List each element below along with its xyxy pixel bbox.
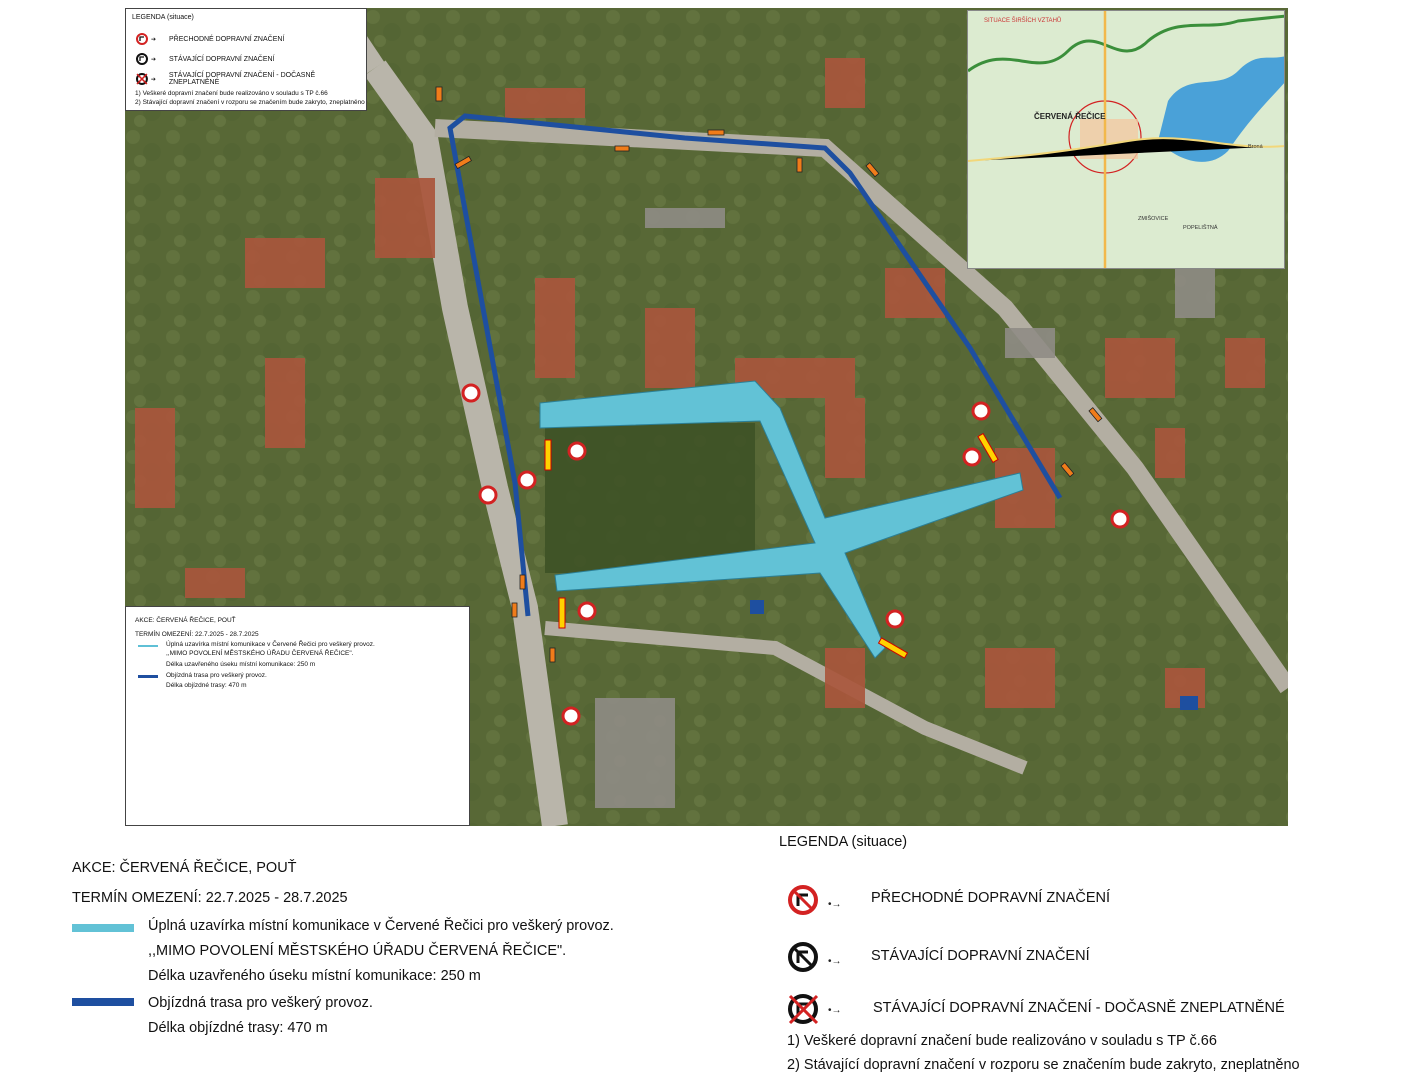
map-termin-label: TERMÍN OMEZENÍ: 22.7.2025 - 28.7.2025: [135, 631, 259, 638]
situace-item-existing: STÁVAJÍCÍ DOPRAVNÍ ZNAČENÍ: [871, 948, 1090, 964]
inset-place-label: ZMIŠOVICE: [1138, 216, 1169, 222]
detour-length: Délka objízdné trasy: 470 m: [148, 1020, 328, 1036]
map-legend-small-item: ➔ STÁVAJÍCÍ DOPRAVNÍ ZNAČENÍ: [136, 53, 275, 65]
map-legend-akce-small: [125, 606, 470, 826]
closure-length: Délka uzavřeného úseku místní komunikace: 250 m: [148, 968, 481, 984]
akce-label: AKCE: ČERVENÁ ŘEČICE, POUŤ: [72, 860, 297, 876]
closure-line2: ,,MIMO POVOLENÍ MĚSTSKÉHO ÚŘADU ČERVENÁ ŘEČICE".: [148, 943, 567, 959]
invalidated-sign-icon: [136, 73, 148, 85]
map-closure-line2: ,,MIMO POVOLENÍ MĚSTSKÉHO ÚŘADU ČERVENÁ ŘEČICE".: [166, 650, 354, 657]
map-legend-small-item: ➔ PŘECHODNÉ DOPRAVNÍ ZNAČENÍ: [136, 33, 284, 45]
aerial-map: [125, 8, 1288, 826]
situace-legend-title: LEGENDA (situace): [779, 834, 908, 850]
map-legend-small-title: LEGENDA (situace): [132, 14, 194, 21]
map-legend-small-item: ➔ STÁVAJÍCÍ DOPRAVNÍ ZNAČENÍ - DOČASNĚ ZNEPLATNĚNÉ: [136, 72, 366, 86]
overview-inset-map: [967, 10, 1285, 269]
inset-place-label: Broná: [1248, 144, 1263, 150]
arrow-icon: ➔: [151, 36, 157, 43]
map-akce-label: AKCE: ČERVENÁ ŘEČICE, POUŤ: [135, 617, 236, 624]
situace-item-temporary: PŘECHODNÉ DOPRAVNÍ ZNAČENÍ: [871, 890, 1111, 906]
overview-inset-drawing: [968, 11, 1285, 269]
inset-title: SITUACE ŠIRŠÍCH VZTAHŮ: [984, 18, 1062, 24]
inset-place-label: POPELIŠTNÁ: [1183, 225, 1218, 231]
detour-label: Objízdná trasa pro veškerý provoz.: [148, 995, 373, 1011]
invalidated-sign-icon: [787, 993, 821, 1027]
arrow-icon: •→: [828, 899, 842, 910]
situace-note-1: 1) Veškeré dopravní značení bude realizováno v souladu s TP č.66: [787, 1033, 1217, 1049]
temporary-sign-icon: [787, 884, 821, 918]
closure-swatch-small: [138, 645, 158, 647]
map-legend-small-note: 2) Stávající dopravní značení v rozporu se značením bude zakryto, zneplatněno: [135, 99, 365, 106]
map-legend-small-note: 1) Veškeré dopravní značení bude realizováno v souladu s TP č.66: [135, 90, 328, 97]
arrow-icon: ➔: [151, 56, 157, 63]
arrow-icon: ➔: [150, 76, 156, 83]
situace-note-2: 2) Stávající dopravní značení v rozporu se značením bude zakryto, zneplatněno: [787, 1057, 1300, 1073]
inset-city-label: ČERVENÁ ŘEČICE: [1034, 112, 1106, 121]
arrow-icon: •→: [828, 1005, 842, 1016]
existing-sign-icon: [787, 941, 821, 975]
map-detour-label: Objízdná trasa pro veškerý provoz.: [166, 672, 267, 679]
closure-swatch: [72, 924, 134, 932]
closure-line1: Úplná uzavírka místní komunikace v Červené Řečici pro veškerý provoz.: [148, 918, 614, 934]
map-closure-line1: Úplná uzavírka místní komunikace v Červené Řečici pro veškerý provoz.: [166, 641, 375, 648]
map-closure-length: Délka uzavřeného úseku místní komunikace: 250 m: [166, 661, 316, 668]
map-detour-length: Délka objízdné trasy: 470 m: [166, 682, 247, 689]
situace-item-invalidated: STÁVAJÍCÍ DOPRAVNÍ ZNAČENÍ - DOČASNĚ ZNEPLATNĚNÉ: [873, 1000, 1285, 1016]
termin-label: TERMÍN OMEZENÍ: 22.7.2025 - 28.7.2025: [72, 890, 348, 906]
existing-sign-icon: [136, 53, 148, 65]
map-legend-small: [125, 8, 367, 111]
temporary-sign-icon: [136, 33, 148, 45]
detour-swatch: [72, 998, 134, 1006]
detour-swatch-small: [138, 675, 158, 678]
arrow-icon: •→: [828, 956, 842, 967]
